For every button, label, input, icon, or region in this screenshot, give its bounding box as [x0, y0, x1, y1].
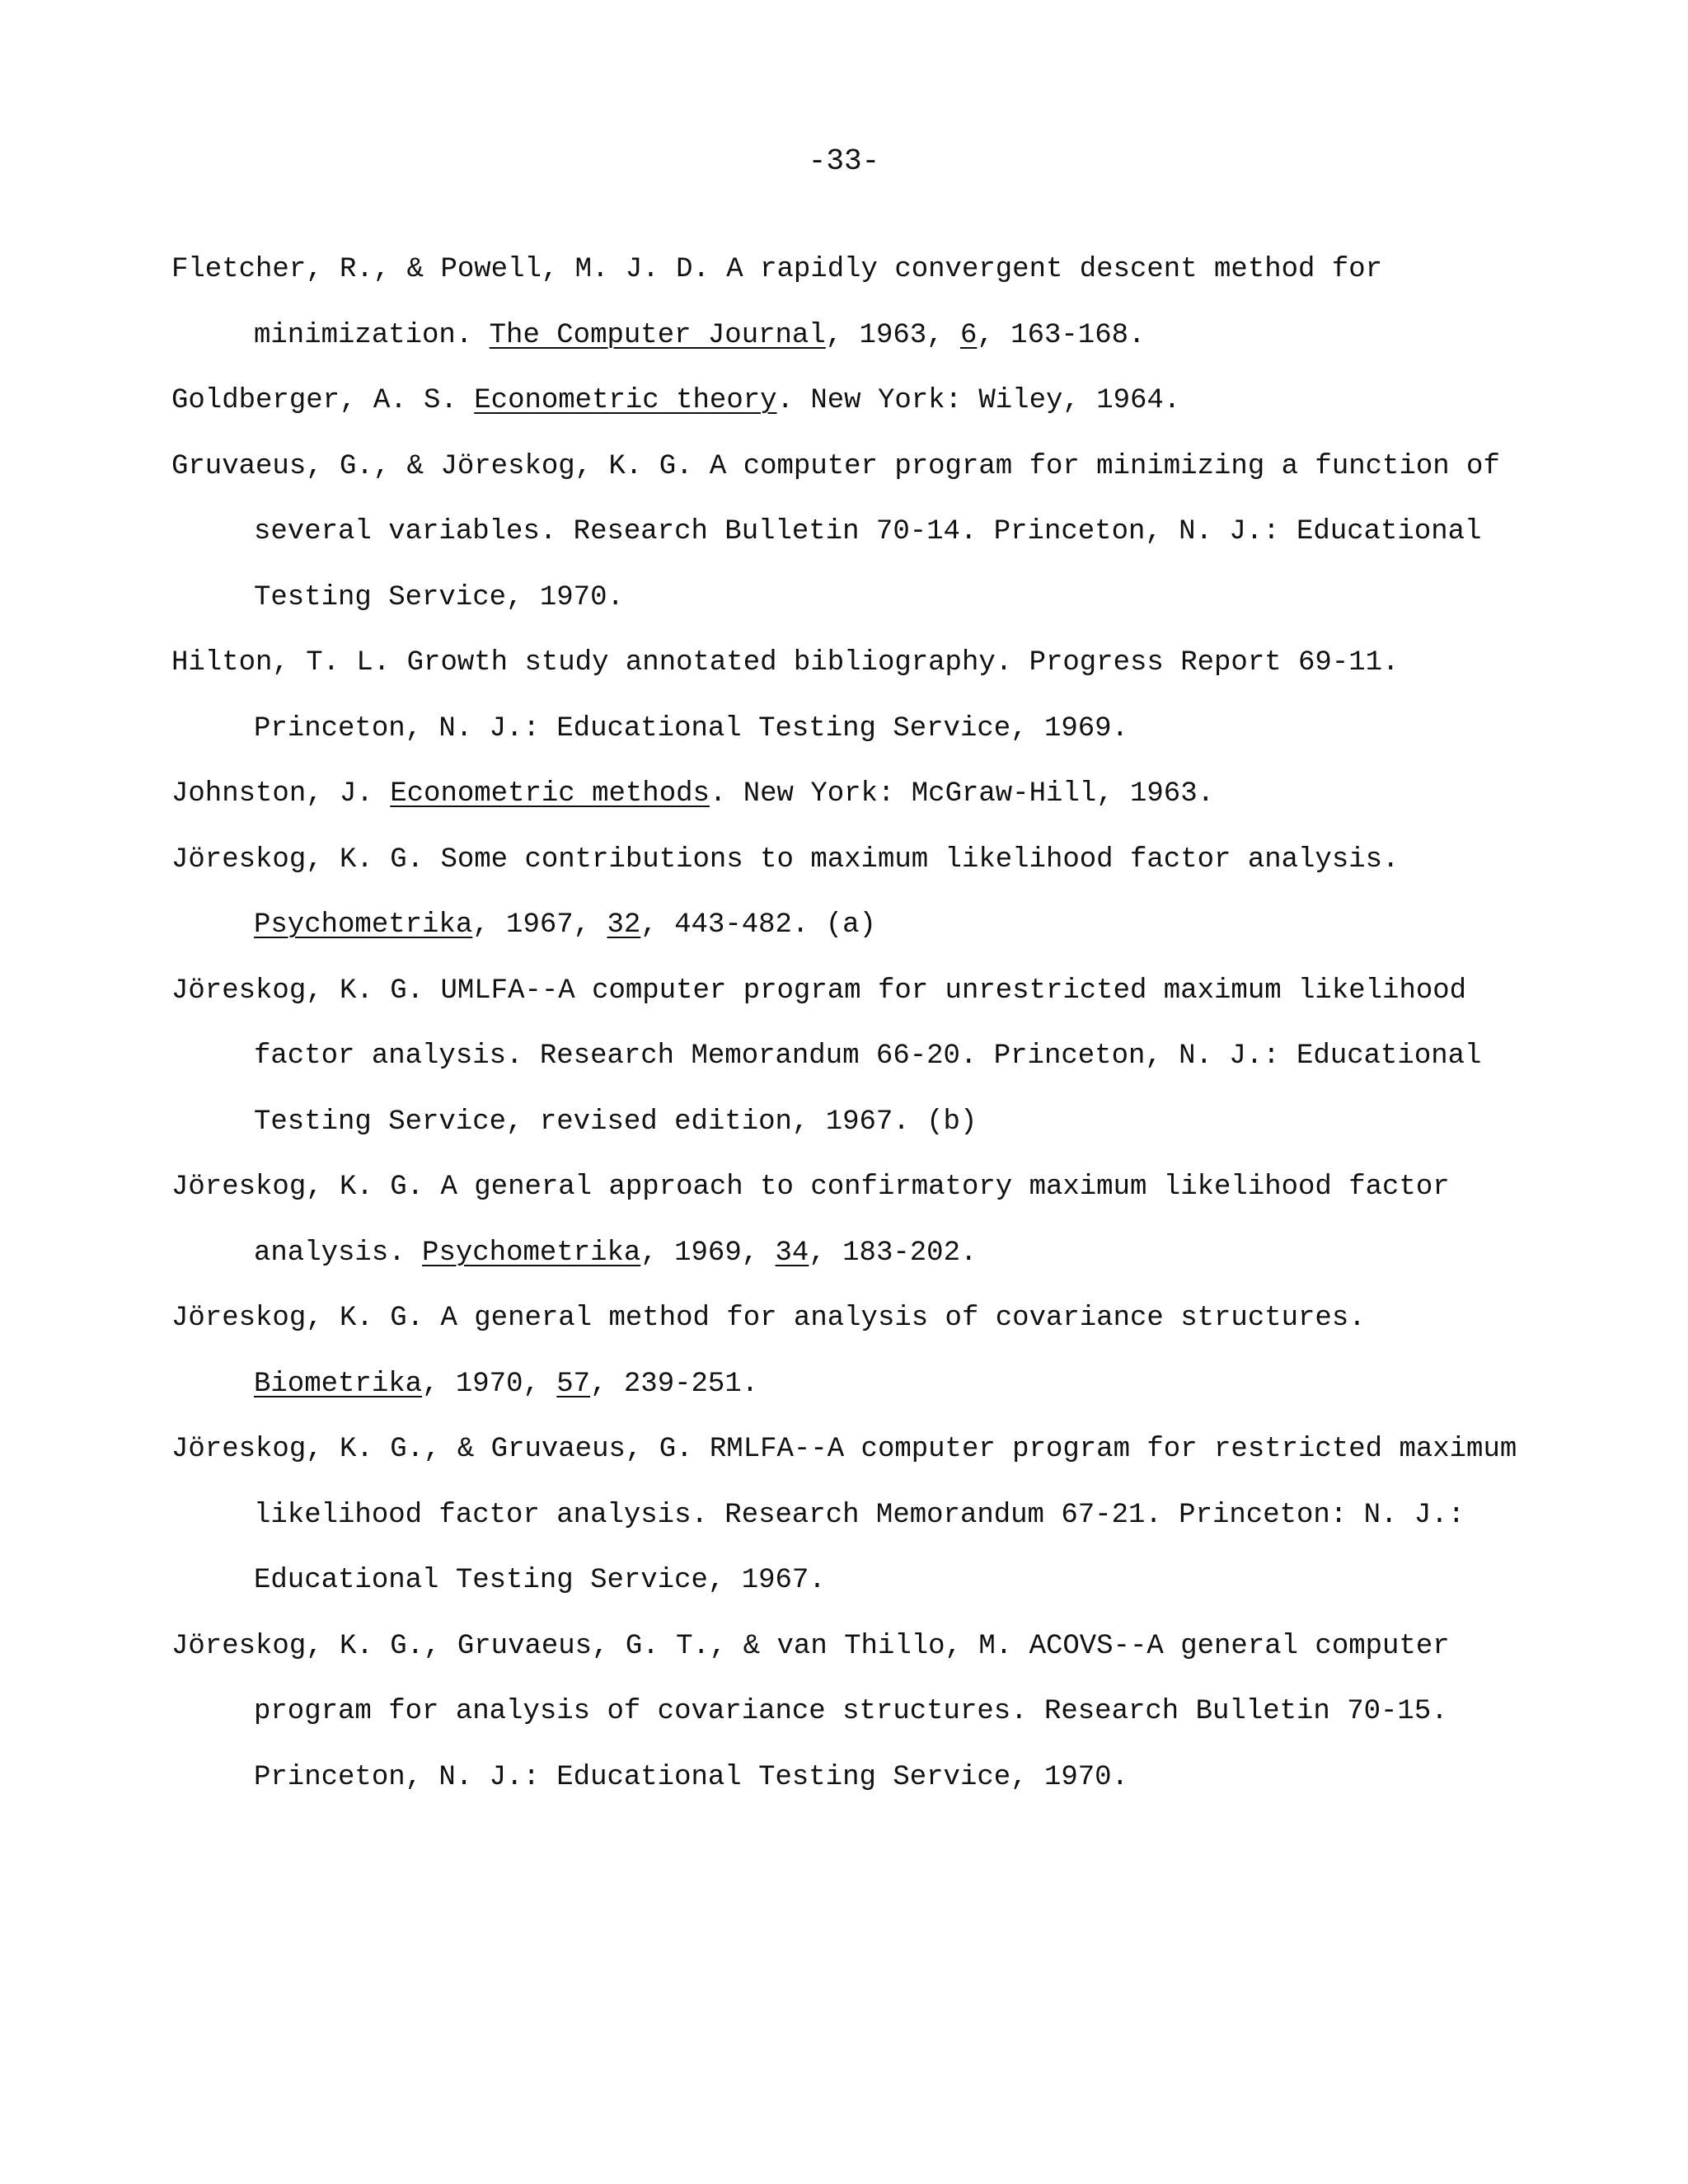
- reference-entry: [171, 1417, 1556, 1614]
- reference-year: , 1969,: [640, 1237, 776, 1269]
- reference-entry: [171, 762, 1556, 828]
- reference-list: [171, 237, 1556, 1811]
- reference-text: Gruvaeus, G., & Jöreskog, K. G. A computer program for minimizing a function of several variables. Research Bulletin 70-14. Princeton, N. J.: Educational Testing Service, 1970.: [171, 450, 1500, 613]
- reference-text: Johnston, J.: [171, 778, 391, 810]
- reference-year: , 1963,: [825, 319, 960, 351]
- volume-number: 6: [959, 319, 978, 351]
- page-range: , 183-202.: [809, 1237, 978, 1269]
- journal-title: The Computer Journal: [489, 319, 826, 351]
- volume-number: 57: [556, 1368, 591, 1400]
- reference-text: Jöreskog, K. G., & Gruvaeus, G. RMLFA--A computer program for restricted maximum likelihood factor analysis. Research Memorandum 67-21. Princeton: N. J.: Educational Testing Service, 1967.: [171, 1434, 1517, 1596]
- reference-text: Fletcher, R., & Powell, M. J. D. A rapidly convergent descent method for minimization.: [171, 254, 1383, 351]
- reference-entry: [171, 237, 1556, 369]
- page-range: , 443-482. (a): [640, 909, 876, 941]
- reference-text: Jöreskog, K. G. UMLFA--A computer program for unrestricted maximum likelihood factor analysis. Research Memorandum 66-20. Princeton, N. J.: Educational Testing Service, revised edition, 1967. (b): [171, 975, 1482, 1138]
- page-range: , 163-168.: [977, 319, 1146, 351]
- journal-title: Psychometrika: [254, 909, 473, 941]
- reference-text: Jöreskog, K. G. A general approach to confirmatory maximum likelihood factor analysis.: [171, 1172, 1450, 1269]
- reference-entry: [171, 369, 1556, 434]
- reference-entry: [171, 959, 1556, 1156]
- journal-title: Psychometrika: [422, 1237, 641, 1269]
- journal-title: Biometrika: [254, 1368, 423, 1400]
- reference-entry: [171, 434, 1556, 632]
- publisher-info: . New York: Wiley, 1964.: [776, 385, 1181, 416]
- volume-number: 34: [775, 1237, 809, 1269]
- reference-entry: [171, 1286, 1556, 1417]
- reference-text: Jöreskog, K. G. Some contributions to maximum likelihood factor analysis.: [171, 843, 1400, 876]
- reference-entry: [171, 1155, 1556, 1286]
- book-title: Econometric methods: [390, 778, 710, 810]
- publisher-info: . New York: McGraw-Hill, 1963.: [709, 778, 1215, 810]
- reference-text: Jöreskog, K. G. A general method for analysis of covariance structures.: [171, 1303, 1366, 1334]
- page-number: -33-: [808, 144, 880, 178]
- reference-year: , 1967,: [472, 909, 607, 941]
- reference-year: , 1970,: [422, 1368, 557, 1400]
- reference-text: Jöreskog, K. G., Gruvaeus, G. T., & van Thillo, M. ACOVS--A general computer program for analysis of covariance structures. Research Bulletin 70-15. Princeton, N. J.: Educational Testing Service, 1970.: [171, 1630, 1450, 1793]
- reference-text: Hilton, T. L. Growth study annotated bibliography. Progress Report 69-11. Princeton, N. J.: Educational Testing Service, 1969.: [171, 647, 1400, 744]
- book-title: Econometric theory: [474, 385, 777, 416]
- reference-text: Goldberger, A. S.: [171, 385, 475, 416]
- page-range: , 239-251.: [590, 1368, 759, 1400]
- reference-entry: [171, 631, 1556, 762]
- reference-entry: [171, 1614, 1556, 1811]
- reference-entry: [171, 828, 1556, 959]
- volume-number: 32: [607, 909, 641, 941]
